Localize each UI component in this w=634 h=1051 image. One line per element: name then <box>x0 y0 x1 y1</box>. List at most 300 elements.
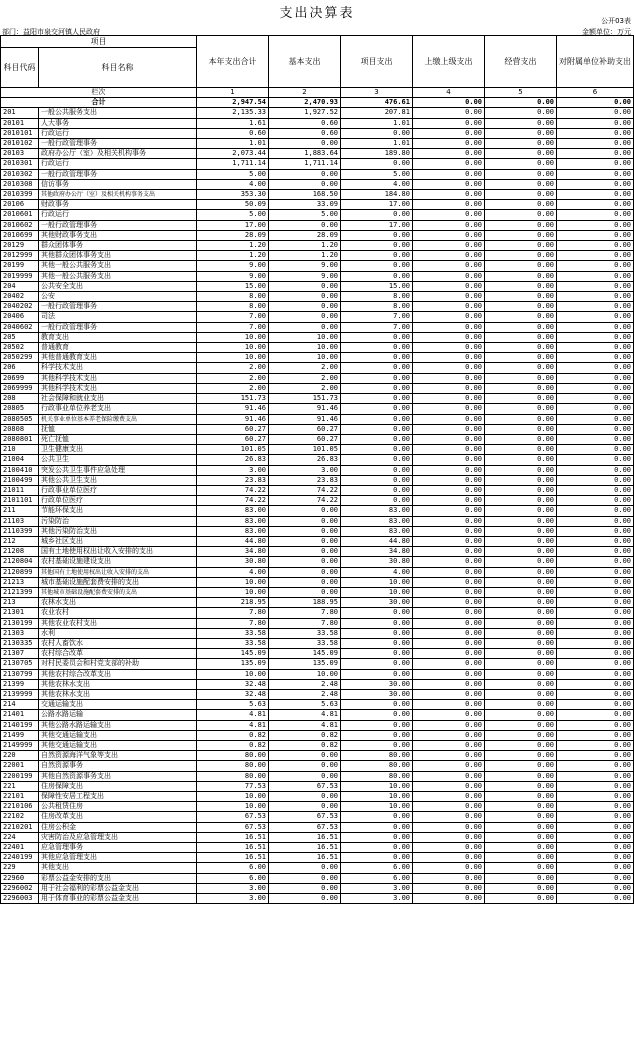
business-cell: 0.00 <box>485 210 557 220</box>
project-cell: 30.00 <box>341 679 413 689</box>
total-cell: 2.00 <box>197 363 269 373</box>
total-cell: 60.27 <box>197 424 269 434</box>
code-cell: 21303 <box>1 628 39 638</box>
total-cell: 2,947.54 <box>197 98 269 108</box>
subsidiary-cell: 0.00 <box>557 118 634 128</box>
project-cell: 83.00 <box>341 506 413 516</box>
upper-cell: 0.00 <box>413 516 485 526</box>
basic-cell: 1,883.64 <box>269 149 341 159</box>
basic-cell: 16.51 <box>269 832 341 842</box>
project-cell: 0.00 <box>341 128 413 138</box>
subsidiary-cell: 0.00 <box>557 281 634 291</box>
upper-cell: 0.00 <box>413 404 485 414</box>
total-cell: 10.00 <box>197 577 269 587</box>
table-row <box>1 547 634 557</box>
subsidiary-cell: 0.00 <box>557 751 634 761</box>
upper-cell: 0.00 <box>413 281 485 291</box>
code-cell: 20502 <box>1 343 39 353</box>
code-cell: 2130335 <box>1 638 39 648</box>
name-cell: 一般行政管理事务 <box>39 302 197 312</box>
upper-cell: 0.00 <box>413 190 485 200</box>
upper-cell: 0.00 <box>413 496 485 506</box>
business-cell: 0.00 <box>485 485 557 495</box>
total-row <box>1 98 634 108</box>
code-cell: 213 <box>1 598 39 608</box>
total-cell: 28.09 <box>197 230 269 240</box>
table-row <box>1 394 634 404</box>
basic-cell: 1,927.52 <box>269 108 341 118</box>
upper-cell: 0.00 <box>413 169 485 179</box>
table-row <box>1 261 634 271</box>
total-cell: 2,135.33 <box>197 108 269 118</box>
upper-cell: 0.00 <box>413 669 485 679</box>
business-cell: 0.00 <box>485 577 557 587</box>
index-cell: 3 <box>341 88 413 98</box>
table-row <box>1 873 634 883</box>
business-cell: 0.00 <box>485 414 557 424</box>
table-row <box>1 485 634 495</box>
project-cell: 0.00 <box>341 710 413 720</box>
project-cell: 0.00 <box>341 261 413 271</box>
index-cell: 5 <box>485 88 557 98</box>
subsidiary-cell: 0.00 <box>557 587 634 597</box>
business-cell: 0.00 <box>485 394 557 404</box>
upper-cell: 0.00 <box>413 771 485 781</box>
business-cell: 0.00 <box>485 200 557 210</box>
upper-cell: 0.00 <box>413 618 485 628</box>
subsidiary-cell: 0.00 <box>557 802 634 812</box>
total-cell: 2,470.93 <box>269 98 341 108</box>
total-cell: 1.20 <box>197 251 269 261</box>
table-row <box>1 241 634 251</box>
business-cell: 0.00 <box>485 567 557 577</box>
project-cell: 3.00 <box>341 883 413 893</box>
code-cell: 2080505 <box>1 414 39 424</box>
subsidiary-cell: 0.00 <box>557 812 634 822</box>
name-cell: 用于社会福利的彩票公益金支出 <box>39 883 197 893</box>
total-cell: 10.00 <box>197 353 269 363</box>
total-header: 本年支出合计 <box>197 36 269 88</box>
name-cell: 自然资源事务 <box>39 761 197 771</box>
upper-cell: 0.00 <box>413 394 485 404</box>
project-cell: 15.00 <box>341 281 413 291</box>
table-row <box>1 404 634 414</box>
code-cell: 2130799 <box>1 669 39 679</box>
table-row <box>1 108 634 118</box>
business-cell: 0.00 <box>485 873 557 883</box>
total-cell: 80.00 <box>197 771 269 781</box>
table-row <box>1 353 634 363</box>
code-cell: 211 <box>1 506 39 516</box>
project-cell: 0.00 <box>341 638 413 648</box>
name-cell: 其他污染防治支出 <box>39 526 197 536</box>
code-header: 科目代码 <box>1 48 39 88</box>
table-row <box>1 322 634 332</box>
code-cell: 2010101 <box>1 128 39 138</box>
table-row <box>1 516 634 526</box>
name-cell: 科学技术支出 <box>39 363 197 373</box>
project-cell: 0.00 <box>341 832 413 842</box>
subsidiary-cell: 0.00 <box>557 853 634 863</box>
name-cell: 应急管理事务 <box>39 843 197 853</box>
upper-cell: 0.00 <box>413 363 485 373</box>
business-cell: 0.00 <box>485 710 557 720</box>
business-cell: 0.00 <box>485 312 557 322</box>
business-cell: 0.00 <box>485 894 557 904</box>
project-cell: 83.00 <box>341 516 413 526</box>
name-cell: 行政运行 <box>39 159 197 169</box>
basic-cell: 0.82 <box>269 730 341 740</box>
basic-cell: 188.95 <box>269 598 341 608</box>
name-cell: 行政单位医疗 <box>39 496 197 506</box>
total-cell: 67.53 <box>197 822 269 832</box>
project-cell: 8.00 <box>341 292 413 302</box>
total-cell: 80.00 <box>197 751 269 761</box>
total-cell: 16.51 <box>197 843 269 853</box>
name-cell: 节能环保支出 <box>39 506 197 516</box>
project-cell: 10.00 <box>341 792 413 802</box>
subsidiary-cell: 0.00 <box>557 526 634 536</box>
code-cell: 205 <box>1 332 39 342</box>
code-cell: 21399 <box>1 679 39 689</box>
business-cell: 0.00 <box>485 445 557 455</box>
total-cell: 91.46 <box>197 404 269 414</box>
upper-cell: 0.00 <box>413 128 485 138</box>
upper-cell: 0.00 <box>413 149 485 159</box>
business-cell: 0.00 <box>485 292 557 302</box>
table-row <box>1 302 634 312</box>
upper-cell: 0.00 <box>413 251 485 261</box>
code-cell: 2010301 <box>1 159 39 169</box>
table-row <box>1 659 634 669</box>
index-cell: 2 <box>269 88 341 98</box>
subsidiary-cell: 0.00 <box>557 720 634 730</box>
upper-cell: 0.00 <box>413 822 485 832</box>
project-cell: 80.00 <box>341 761 413 771</box>
total-cell: 2.00 <box>197 383 269 393</box>
total-cell: 16.51 <box>197 832 269 842</box>
basic-cell: 74.22 <box>269 496 341 506</box>
table-row <box>1 343 634 353</box>
project-cell: 0.00 <box>341 332 413 342</box>
project-cell: 0.00 <box>341 853 413 863</box>
name-cell: 其他应急管理支出 <box>39 853 197 863</box>
business-cell: 0.00 <box>485 536 557 546</box>
subsidiary-cell: 0.00 <box>557 894 634 904</box>
total-cell: 10.00 <box>197 669 269 679</box>
name-cell: 社会保障和就业支出 <box>39 394 197 404</box>
business-cell: 0.00 <box>485 159 557 169</box>
project-cell: 0.00 <box>341 659 413 669</box>
subsidiary-cell: 0.00 <box>557 261 634 271</box>
code-cell: 201 <box>1 108 39 118</box>
table-row <box>1 465 634 475</box>
table-row <box>1 628 634 638</box>
department-label: 部门：益阳市泉交河镇人民政府 <box>2 28 100 36</box>
total-cell: 17.00 <box>197 220 269 230</box>
basic-cell: 0.00 <box>269 894 341 904</box>
business-cell: 0.00 <box>485 526 557 536</box>
business-cell: 0.00 <box>485 220 557 230</box>
total-cell: 5.00 <box>197 169 269 179</box>
code-cell: 2050299 <box>1 353 39 363</box>
basic-cell: 0.00 <box>269 506 341 516</box>
name-cell: 农村基础设施建设支出 <box>39 557 197 567</box>
basic-cell: 2.00 <box>269 383 341 393</box>
name-cell: 其他农林水支出 <box>39 689 197 699</box>
project-cell: 0.00 <box>341 475 413 485</box>
code-cell: 20805 <box>1 404 39 414</box>
project-cell: 0.00 <box>341 465 413 475</box>
name-cell: 城乡社区支出 <box>39 536 197 546</box>
business-cell: 0.00 <box>485 241 557 251</box>
table-row <box>1 414 634 424</box>
business-cell: 0.00 <box>485 679 557 689</box>
total-cell: 3.00 <box>197 883 269 893</box>
name-cell: 一般行政管理事务 <box>39 220 197 230</box>
name-cell: 农林水支出 <box>39 598 197 608</box>
code-cell: 2120899 <box>1 567 39 577</box>
business-cell: 0.00 <box>485 149 557 159</box>
table-row <box>1 567 634 577</box>
total-cell: 0.00 <box>557 98 634 108</box>
code-cell: 20808 <box>1 424 39 434</box>
upper-cell: 0.00 <box>413 628 485 638</box>
basic-cell: 1,711.14 <box>269 159 341 169</box>
subsidiary-cell: 0.00 <box>557 832 634 842</box>
name-cell: 行政事业单位医疗 <box>39 485 197 495</box>
basic-cell: 2.00 <box>269 373 341 383</box>
code-cell: 2139999 <box>1 689 39 699</box>
code-cell: 21301 <box>1 608 39 618</box>
basic-cell: 9.00 <box>269 261 341 271</box>
total-cell: 60.27 <box>197 434 269 444</box>
basic-cell: 0.00 <box>269 526 341 536</box>
total-cell: 4.81 <box>197 710 269 720</box>
total-cell: 9.00 <box>197 261 269 271</box>
business-cell: 0.00 <box>485 649 557 659</box>
name-cell: 其他国有土地使用权出让收入安排的支出 <box>39 567 197 577</box>
name-cell: 行政运行 <box>39 128 197 138</box>
name-cell: 一般行政管理事务 <box>39 139 197 149</box>
code-cell: 2040202 <box>1 302 39 312</box>
name-cell: 财政事务 <box>39 200 197 210</box>
code-cell: 2010601 <box>1 210 39 220</box>
table-tag: 公开03表 <box>601 17 631 25</box>
table-row <box>1 781 634 791</box>
upper-cell: 0.00 <box>413 220 485 230</box>
subsidiary-cell: 0.00 <box>557 567 634 577</box>
business-cell: 0.00 <box>485 547 557 557</box>
table-row <box>1 251 634 261</box>
project-cell: 0.00 <box>341 159 413 169</box>
name-cell: 彩票公益金安排的支出 <box>39 873 197 883</box>
upper-cell: 0.00 <box>413 383 485 393</box>
project-cell: 0.00 <box>341 455 413 465</box>
total-cell: 15.00 <box>197 281 269 291</box>
upper-cell: 0.00 <box>413 424 485 434</box>
subsidiary-cell: 0.00 <box>557 139 634 149</box>
project-cell: 0.00 <box>341 373 413 383</box>
subsidiary-cell: 0.00 <box>557 465 634 475</box>
table-row <box>1 159 634 169</box>
basic-cell: 33.58 <box>269 638 341 648</box>
name-cell: 住房保障支出 <box>39 781 197 791</box>
project-cell: 0.00 <box>341 649 413 659</box>
subsidiary-cell: 0.00 <box>557 761 634 771</box>
basic-cell: 26.83 <box>269 455 341 465</box>
business-cell: 0.00 <box>485 353 557 363</box>
total-cell: 476.61 <box>341 98 413 108</box>
project-cell: 3.00 <box>341 894 413 904</box>
total-label: 合计 <box>1 98 197 108</box>
basic-cell: 0.00 <box>269 863 341 873</box>
basic-cell: 74.22 <box>269 485 341 495</box>
code-cell: 21213 <box>1 577 39 587</box>
table-row <box>1 822 634 832</box>
table-row <box>1 792 634 802</box>
total-cell: 67.53 <box>197 812 269 822</box>
code-cell: 21004 <box>1 455 39 465</box>
upper-cell: 0.00 <box>413 781 485 791</box>
basic-cell: 0.00 <box>269 292 341 302</box>
upper-cell: 0.00 <box>413 332 485 342</box>
total-cell: 3.00 <box>197 894 269 904</box>
upper-cell: 0.00 <box>413 649 485 659</box>
table-row <box>1 506 634 516</box>
business-cell: 0.00 <box>485 475 557 485</box>
subsidiary-cell: 0.00 <box>557 343 634 353</box>
business-cell: 0.00 <box>485 169 557 179</box>
code-cell: 21011 <box>1 485 39 495</box>
upper-cell: 0.00 <box>413 200 485 210</box>
total-cell: 50.09 <box>197 200 269 210</box>
basic-cell: 2.48 <box>269 689 341 699</box>
name-cell: 其他财政事务支出 <box>39 230 197 240</box>
basic-cell: 0.00 <box>269 547 341 557</box>
name-cell: 其他科学技术支出 <box>39 383 197 393</box>
basic-cell: 9.00 <box>269 271 341 281</box>
basic-cell: 0.00 <box>269 792 341 802</box>
subsidiary-cell: 0.00 <box>557 496 634 506</box>
upper-cell: 0.00 <box>413 883 485 893</box>
business-cell: 0.00 <box>485 741 557 751</box>
upper-cell: 0.00 <box>413 853 485 863</box>
basic-cell: 0.00 <box>269 312 341 322</box>
subsidiary-cell: 0.00 <box>557 598 634 608</box>
business-cell: 0.00 <box>485 332 557 342</box>
table-row <box>1 292 634 302</box>
name-cell: 对村民委员会和村党支部的补助 <box>39 659 197 669</box>
code-cell: 221 <box>1 781 39 791</box>
basic-cell: 0.00 <box>269 536 341 546</box>
basic-cell: 7.80 <box>269 618 341 628</box>
basic-cell: 67.53 <box>269 822 341 832</box>
subsidiary-cell: 0.00 <box>557 159 634 169</box>
total-cell: 16.51 <box>197 853 269 863</box>
table-row <box>1 434 634 444</box>
code-cell: 210 <box>1 445 39 455</box>
subsidiary-cell: 0.00 <box>557 710 634 720</box>
business-header: 经营支出 <box>485 36 557 88</box>
upper-cell: 0.00 <box>413 271 485 281</box>
table-row <box>1 424 634 434</box>
subsidiary-cell: 0.00 <box>557 455 634 465</box>
total-cell: 1.61 <box>197 118 269 128</box>
subsidiary-cell: 0.00 <box>557 322 634 332</box>
business-cell: 0.00 <box>485 251 557 261</box>
upper-cell: 0.00 <box>413 720 485 730</box>
name-cell: 一般行政管理事务 <box>39 169 197 179</box>
upper-header: 上缴上级支出 <box>413 36 485 88</box>
business-cell: 0.00 <box>485 700 557 710</box>
table-row <box>1 190 634 200</box>
subsidiary-cell: 0.00 <box>557 547 634 557</box>
name-cell: 抚恤 <box>39 424 197 434</box>
table-row <box>1 536 634 546</box>
project-cell: 1.01 <box>341 118 413 128</box>
code-cell: 2069999 <box>1 383 39 393</box>
project-cell: 0.00 <box>341 383 413 393</box>
name-cell: 住房公积金 <box>39 822 197 832</box>
project-cell: 10.00 <box>341 587 413 597</box>
name-cell: 其他农林水支出 <box>39 679 197 689</box>
subsidiary-cell: 0.00 <box>557 730 634 740</box>
code-cell: 2149999 <box>1 741 39 751</box>
total-cell: 0.82 <box>197 741 269 751</box>
name-cell: 用于体育事业的彩票公益金支出 <box>39 894 197 904</box>
basic-cell: 91.46 <box>269 404 341 414</box>
business-cell: 0.00 <box>485 363 557 373</box>
subsidiary-cell: 0.00 <box>557 863 634 873</box>
upper-cell: 0.00 <box>413 159 485 169</box>
business-cell: 0.00 <box>485 628 557 638</box>
total-cell: 74.22 <box>197 496 269 506</box>
code-cell: 2121399 <box>1 587 39 597</box>
code-cell: 224 <box>1 832 39 842</box>
business-cell: 0.00 <box>485 373 557 383</box>
project-cell: 7.00 <box>341 322 413 332</box>
total-cell: 151.73 <box>197 394 269 404</box>
basic-cell: 151.73 <box>269 394 341 404</box>
basic-cell: 168.50 <box>269 190 341 200</box>
project-cell: 0.00 <box>341 720 413 730</box>
code-cell: 22001 <box>1 761 39 771</box>
basic-cell: 0.00 <box>269 587 341 597</box>
total-cell: 26.83 <box>197 455 269 465</box>
subsidiary-cell: 0.00 <box>557 843 634 853</box>
table-row <box>1 730 634 740</box>
name-cell: 教育支出 <box>39 332 197 342</box>
business-cell: 0.00 <box>485 271 557 281</box>
subsidiary-cell: 0.00 <box>557 557 634 567</box>
upper-cell: 0.00 <box>413 598 485 608</box>
basic-cell: 145.09 <box>269 649 341 659</box>
project-cell: 0.00 <box>341 394 413 404</box>
basic-cell: 60.27 <box>269 424 341 434</box>
total-cell: 7.80 <box>197 618 269 628</box>
total-cell: 91.46 <box>197 414 269 424</box>
table-row <box>1 332 634 342</box>
business-cell: 0.00 <box>485 465 557 475</box>
code-cell: 20199 <box>1 261 39 271</box>
table-row <box>1 812 634 822</box>
code-cell: 21307 <box>1 649 39 659</box>
business-cell: 0.00 <box>485 689 557 699</box>
name-cell: 其他农业农村支出 <box>39 618 197 628</box>
business-cell: 0.00 <box>485 455 557 465</box>
project-cell: 10.00 <box>341 577 413 587</box>
